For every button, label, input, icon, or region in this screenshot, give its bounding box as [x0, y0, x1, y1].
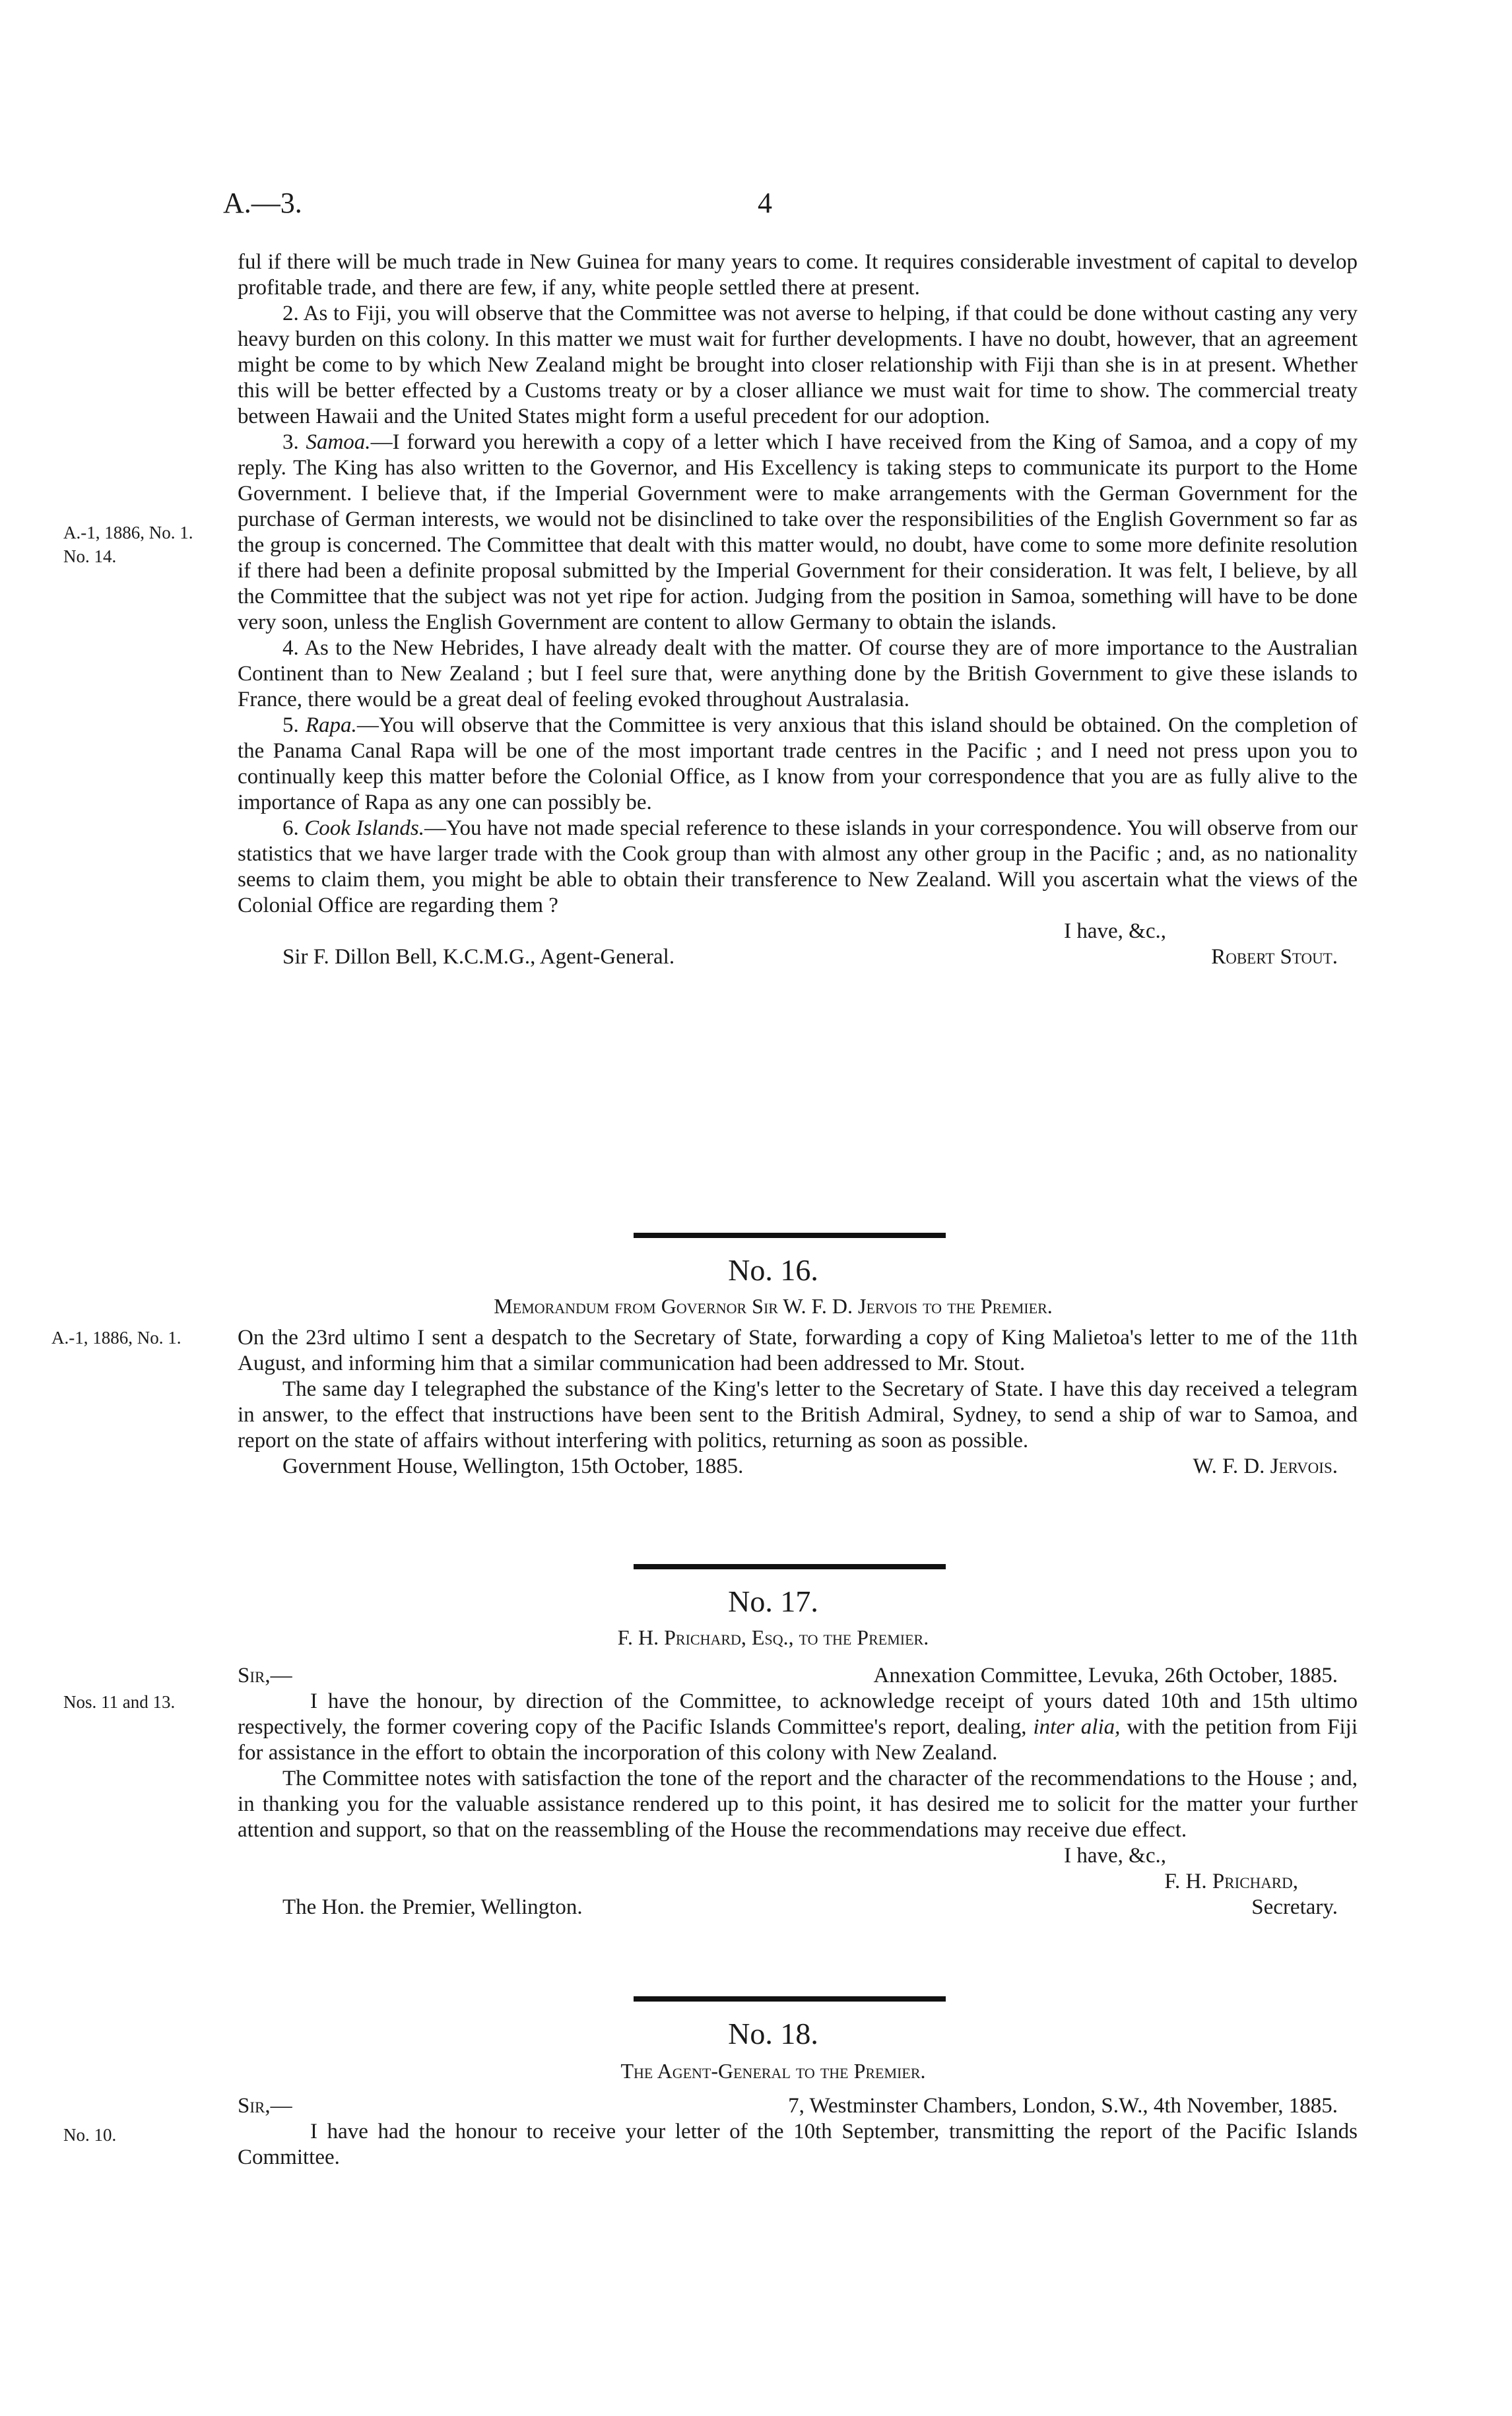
no17-body [238, 1663, 1358, 1920]
paragraph: ful if there will be much trade in New Guinea for many years to come. It requires considerable investment of capital to develop profitable trade, and there are few, if any, white people settled there at present. [238, 250, 1358, 300]
section-divider [634, 1233, 946, 1238]
signature: Robert Stout. [1211, 945, 1338, 969]
margin-note: A.-1, 1886, No. 1. [51, 1328, 181, 1348]
signature-row [238, 1454, 1358, 1480]
signature-row [238, 944, 1358, 970]
document-number: No. 16. [728, 1253, 818, 1287]
salutation: Sir,— [238, 1664, 292, 1687]
signature: F. H. Prichard, [1164, 1870, 1298, 1893]
paragraph: The same day I telegraphed the substance of the King's letter to the Secretary of State. I have this day received a telegram in answer, to the effect that instructions have been sent to the British Admiral, Sydney, to send a ship of war to Samoa, and report on the state of affairs without interfering with politics, returning as soon as possible. [238, 1377, 1358, 1453]
no16-body [238, 1325, 1358, 1480]
margin-note: No. 14. [63, 546, 117, 566]
paragraph-new-hebrides: 4. As to the New Hebrides, I have already dealt with the matter. Of course they are of more importance to the Australian Continent than to New Zealand ; but I feel sure that, were anything done by the British Government to give these islands to France, there would be a great deal of feeling evoked throughout Australasia. [238, 636, 1358, 711]
document-title: Memorandum from Governor Sir W. F. D. Jervois to the Premier. [494, 1294, 1053, 1318]
addressee: The Hon. the Premier, Wellington. [282, 1895, 583, 1919]
addressee: Sir F. Dillon Bell, K.C.M.G., Agent-General. [282, 945, 675, 969]
margin-note: A.-1, 1886, No. 1. [63, 523, 193, 542]
paragraph-cook-islands: 6. Cook Islands.—You have not made special reference to these islands in your correspondence. You will observe from our statistics that we have larger trade with the Cook group than with almost any other group in the Pacific ; and, as no nationality seems to claim them, you might be able to obtain their transference to New Zealand. Will you ascertain what the views of the Colonial Office are regarding them ? [238, 816, 1358, 917]
document-number: No. 17. [728, 1584, 818, 1618]
place-date: Government House, Wellington, 15th October, 1885. [282, 1454, 744, 1478]
letter-15-body [238, 249, 1358, 970]
closing-row [238, 919, 1358, 944]
paragraph-fiji: 2. As to Fiji, you will observe that the Committee was not averse to helping, if that could be done without casting any very heavy burden on this colony. In this matter we must wait for further developments. I have no doubt, however, that an agreement might be come to by which New Zealand might be brought into closer relationship with Fiji than she is in at present. Whether this will be better effected by a Customs treaty or by a closer alliance we must wait for time to show. The commercial treaty between Hawaii and the United States might form a useful precedent for our adoption. [238, 302, 1358, 428]
paragraph-samoa: 3. Samoa.—I forward you herewith a copy of a letter which I have received from the King of Samoa, and a copy of my reply. The King has also written to the Governor, and His Excellency is taking steps to communicate its purport to the Home Government. I believe that, if the Imperial Government were to make arrangements with the German Government for the purchase of German interests, we would not be disinclined to take over the responsibilities of the English Government so far as the group is concerned. The Committee that dealt with this matter would, no doubt, have come to some more definite resolution if there had been a definite proposal submitted by the Imperial Government for their consideration. It was felt, I believe, by all the Committee that the subject was not yet ripe for action. Judging from the position in Samoa, something will have to be done very soon, unless the English Government are content to allow Germany to obtain the islands. [238, 430, 1358, 634]
closing: I have, &c., [1064, 1844, 1166, 1868]
margin-note: Nos. 11 and 13. [63, 1692, 176, 1712]
document-title: F. H. Prichard, Esq., to the Premier. [617, 1625, 929, 1649]
place-date: Annexation Committee, Levuka, 26th October, 1885. [873, 1664, 1338, 1687]
salutation: Sir,— [238, 2094, 292, 2118]
salutation-row [238, 2093, 1358, 2119]
place-date: 7, Westminster Chambers, London, S.W., 4th November, 1885. [788, 2094, 1338, 2118]
section-divider [634, 1564, 946, 1569]
paragraph: I have the honour, by direction of the Committee, to acknowledge receipt of yours dated 10th and 15th ultimo respectively, the former covering copy of the Pacific Islands Committee's report, dealing, inter alia, with the petition from Fiji for assistance in the effort to obtain the incorporation of this colony with New Zealand. [238, 1689, 1358, 1765]
section-divider [634, 1996, 946, 2002]
addressee-row [238, 1895, 1358, 1920]
salutation-row [238, 1663, 1358, 1689]
paragraph: I have had the honour to receive your letter of the 10th September, transmitting the report of the Pacific Islands Committee. [238, 2120, 1358, 2169]
no18-body [238, 2093, 1358, 2171]
page-number: 4 [758, 187, 772, 219]
margin-note: No. 10. [63, 2125, 117, 2145]
signature-title: Secretary. [1251, 1895, 1338, 1919]
page-header-code: A.—3. [223, 187, 302, 219]
paragraph: On the 23rd ultimo I sent a despatch to the Secretary of State, forwarding a copy of King Malietoa's letter to me of the 11th August, and informing him that a similar communication had been addressed to Mr. Stout. [238, 1326, 1358, 1375]
paragraph-rapa: 5. Rapa.—You will observe that the Committee is very anxious that this island should be obtained. On the completion of the Panama Canal Rapa will be one of the most important trade centres in the Pacific ; and I need not press upon you to continually keep this matter before the Colonial Office, as I know from your correspondence that you are as fully alive to the importance of Rapa as any one can possibly be. [238, 713, 1358, 814]
document-number: No. 18. [728, 2017, 818, 2050]
signature-row [238, 1869, 1358, 1895]
signature: W. F. D. Jervois. [1193, 1454, 1338, 1478]
closing-row [238, 1843, 1358, 1869]
paragraph: The Committee notes with satisfaction the tone of the report and the character of the recommendations to the House ; and, in thanking you for the valuable assistance rendered up to this point, it has desired me to solicit for the matter your further attention and support, so that on the reassembling of the House the recommendations may receive due effect. [238, 1767, 1358, 1842]
document-title: The Agent-General to the Premier. [620, 2059, 926, 2083]
closing: I have, &c., [1064, 919, 1166, 943]
